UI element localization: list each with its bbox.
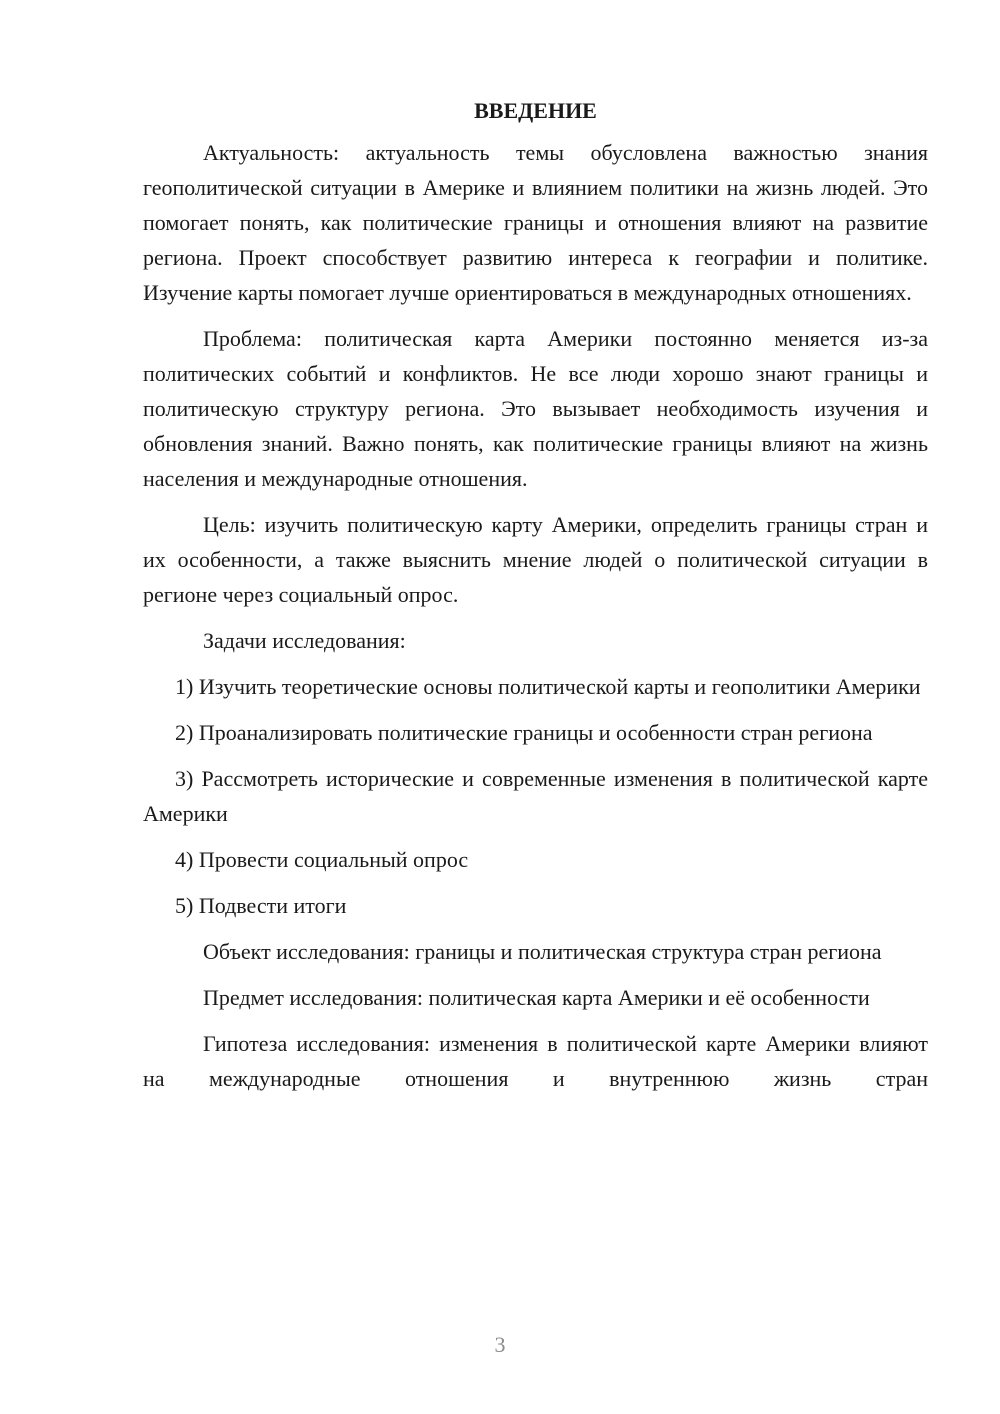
subject-paragraph: Предмет исследования: политическая карта Америки и её особенности [203,985,870,1010]
problem-paragraph: Проблема: политическая карта Америки постоянно меняется из-за политических событий и конфликтов. Не все люди хорошо знают границы и политическую структуру региона. Это вызывает необходимость изучения и обновления знаний. Важно понять, как политические границы влияют на жизнь населения и международные отношения. [143,326,928,491]
task-item-1: 1) Изучить теоретические основы политической карты и геополитики Америки [175,674,921,699]
page-content [143,96,928,1107]
page-number: 3 [494,1332,506,1357]
task-item-3: 3) Рассмотреть исторические и современные изменения в политической карте Америки [143,766,928,826]
task-item-4: 4) Провести социальный опрос [175,847,469,872]
section-heading: ВВЕДЕНИЕ [474,98,597,123]
hypothesis-paragraph: Гипотеза исследования: изменения в политической карте Америки влияют на международные отношения и внутреннюю жизнь стран [143,1031,928,1091]
task-item-5: 5) Подвести итоги [175,893,347,918]
object-paragraph: Объект исследования: границы и политическая структура стран региона [203,939,882,964]
task-item-2: 2) Проанализировать политические границы и особенности стран региона [175,720,873,745]
goal-paragraph: Цель: изучить политическую карту Америки, определить границы стран и их особенности, а также выяснить мнение людей о политической ситуации в регионе через социальный опрос. [143,512,928,607]
tasks-title: Задачи исследования: [203,628,406,653]
relevance-paragraph: Актуальность: актуальность темы обусловлена важностью знания геополитической ситуации в Америке и влиянием политики на жизнь людей. Это помогает понять, как политические границы и отношения влияют на развитие региона. Проект способствует развитию интереса к географии и политике. Изучение карты помогает лучше ориентироваться в международных отношениях. [143,140,928,305]
